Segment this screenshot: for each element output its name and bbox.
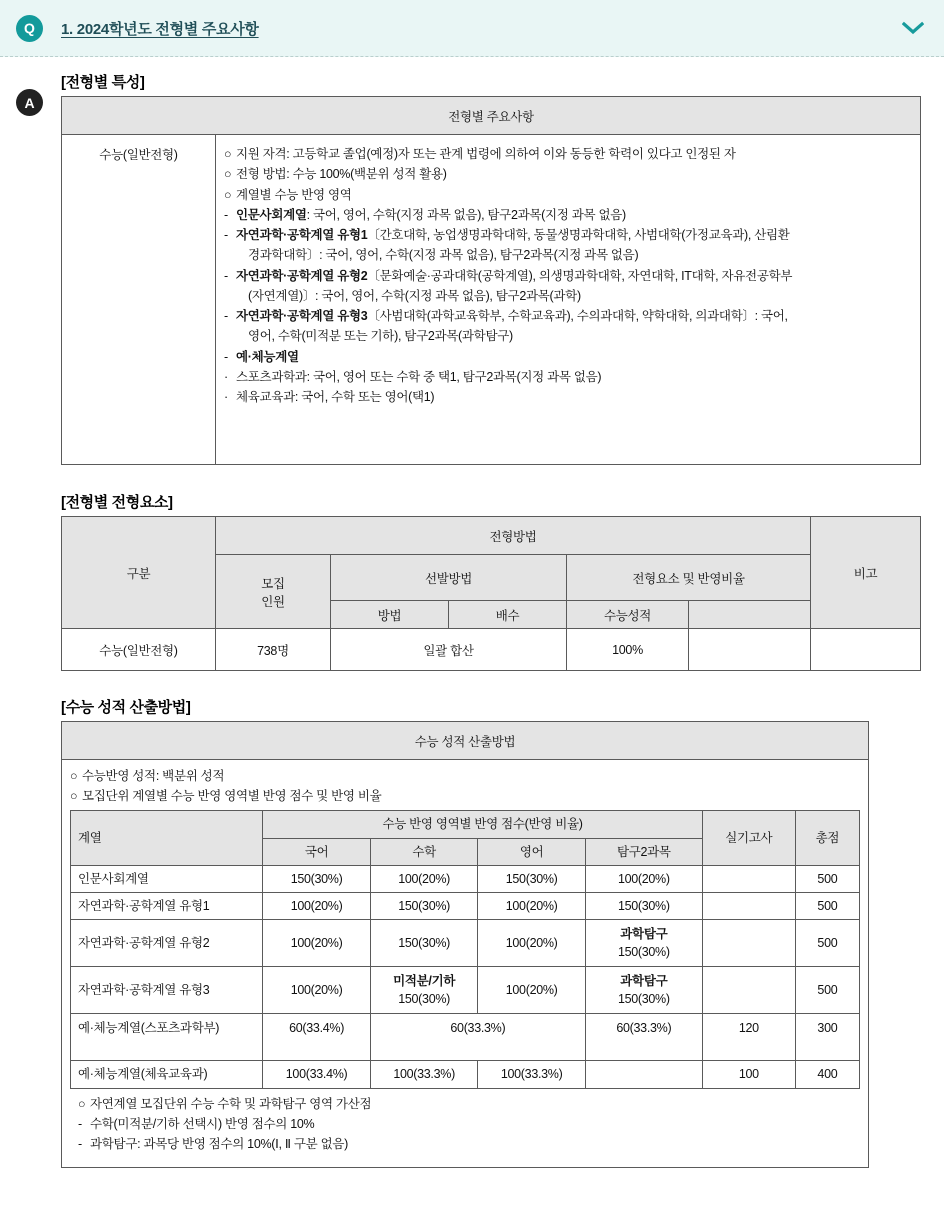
grid-th-english: 영어 xyxy=(478,838,586,865)
line-text: 전형 방법: 수능 100%(백분위 성적 활용) xyxy=(236,167,447,182)
score-note-bottom xyxy=(78,1114,852,1134)
cell-math: 100(20%) xyxy=(370,865,478,892)
cell-korean: 150(30%) xyxy=(263,865,371,892)
cell-math xyxy=(370,967,478,1014)
line-marker: · xyxy=(224,369,228,384)
grid-th-math: 수학 xyxy=(370,838,478,865)
characteristic-line xyxy=(224,164,912,184)
line-marker: ○ xyxy=(224,187,232,202)
answer-badge-column xyxy=(16,71,43,1168)
cell-korean: 100(20%) xyxy=(263,893,371,920)
question-title[interactable]: 1. 2024학년도 전형별 주요사항 xyxy=(61,20,259,38)
td-ratio: 100% xyxy=(567,629,689,671)
question-header-bar[interactable] xyxy=(0,0,944,57)
cell-korean: 60(33.4%) xyxy=(263,1014,371,1061)
td-quota: 738명 xyxy=(216,629,331,671)
cell-korean: 100(33.4%) xyxy=(263,1061,371,1088)
cell-series: 자연과학·공학계열 유형1 xyxy=(71,893,263,920)
characteristic-line xyxy=(224,326,912,346)
grid-th-practical: 실기고사 xyxy=(702,810,795,865)
th-quota: 모집 인원 xyxy=(216,555,331,629)
characteristic-line xyxy=(224,306,912,326)
line-bold-label: 자연과학·공학계열 유형1 xyxy=(236,228,368,242)
line-marker: · xyxy=(224,390,228,404)
th-factor-group: 전형요소 및 반영비율 xyxy=(567,555,811,601)
cell-series: 자연과학·공학계열 유형2 xyxy=(71,920,263,967)
note-text: 자연계열 모집단위 수능 수학 및 과학탐구 영역 가산점 xyxy=(90,1096,372,1111)
cell-english: 100(20%) xyxy=(478,920,586,967)
answer-body xyxy=(0,57,944,1168)
table3-header-cell: 수능 성적 산출방법 xyxy=(62,722,869,760)
cell-series: 예·체능계열(체육교육과) xyxy=(71,1061,263,1088)
line-bold-label: 자연과학·공학계열 유형3 xyxy=(236,309,368,323)
section-heading-characteristics: [전형별 특성] xyxy=(61,74,145,91)
score-note-top xyxy=(70,786,860,806)
note-text: 모집단위 계열별 수능 반영 영역별 반영 점수 및 반영 비율 xyxy=(82,789,382,804)
table-row xyxy=(71,967,860,1014)
cell-inquiry: 60(33.3%) xyxy=(585,1014,702,1061)
cell-series: 예·체능계열(스포츠과학부) xyxy=(71,1014,263,1061)
cell-series: 인문사회계열 xyxy=(71,865,263,892)
cell-korean: 100(20%) xyxy=(263,967,371,1014)
line-text: : 국어, 영어, 수학(지정 과목 없음), 탐구2과목(지정 과목 없음) xyxy=(306,207,626,222)
table-score-calculation xyxy=(61,721,869,1168)
table-row xyxy=(71,1061,860,1088)
grid-th-series: 계열 xyxy=(71,810,263,865)
table-row xyxy=(71,1014,860,1061)
score-note-top xyxy=(70,766,860,786)
score-grid xyxy=(70,810,860,1089)
table-admission-characteristics xyxy=(61,96,921,465)
note-marker: ○ xyxy=(70,769,78,783)
note-text: 과학탐구: 과목당 반영 점수의 10%(Ⅰ, Ⅱ 구분 없음) xyxy=(90,1137,349,1151)
chevron-down-icon[interactable] xyxy=(902,21,924,35)
table-row xyxy=(71,865,860,892)
note-marker: - xyxy=(78,1137,82,1151)
characteristic-line xyxy=(224,347,912,367)
cell-math: 100(33.3%) xyxy=(370,1061,478,1088)
note-marker: ○ xyxy=(70,789,78,804)
cell-series: 자연과학·공학계열 유형3 xyxy=(71,967,263,1014)
characteristic-line xyxy=(224,144,912,164)
cell-bold-label: 과학탐구 xyxy=(620,974,668,989)
grid-th-total: 총점 xyxy=(795,810,859,865)
cell-korean: 100(20%) xyxy=(263,920,371,967)
line-bold-label: 자연과학·공학계열 유형2 xyxy=(236,268,368,283)
characteristic-line xyxy=(224,185,912,205)
line-marker: - xyxy=(224,309,228,323)
score-note-bottom xyxy=(78,1094,852,1114)
cell-inquiry xyxy=(585,920,702,967)
cell-practical xyxy=(702,967,795,1014)
line-marker: - xyxy=(224,207,228,222)
cell-value: 150(30%) xyxy=(398,992,451,1007)
th-remark: 비고 xyxy=(811,517,921,629)
characteristic-line xyxy=(224,266,912,286)
th-gubun: 구분 xyxy=(62,517,216,629)
note-text: 수학(미적분/기하 선택시) 반영 점수의 10% xyxy=(90,1116,315,1131)
cell-bold-label: 미적분/기하 xyxy=(393,974,456,989)
table-row xyxy=(71,893,860,920)
cell-math: 150(30%) xyxy=(370,893,478,920)
cell-english: 100(33.3%) xyxy=(478,1061,586,1088)
cell-bold-label: 과학탐구 xyxy=(620,927,668,942)
score-note-bottom xyxy=(78,1134,852,1154)
td-gubun: 수능(일반전형) xyxy=(62,629,216,671)
characteristic-line xyxy=(224,245,912,265)
table3-top-notes xyxy=(62,760,869,1168)
cell-math-english-merged: 60(33.3%) xyxy=(370,1014,585,1061)
line-text: 〔간호대학, 농업생명과학대학, 동물생명과학대학, 사범대학(가정교육과), 산림환 xyxy=(367,228,790,242)
cell-practical xyxy=(702,920,795,967)
cell-practical: 120 xyxy=(702,1014,795,1061)
line-text: 영어, 수학(미적분 또는 기하), 탐구2과목(과학탐구) xyxy=(248,329,513,344)
cell-total: 400 xyxy=(795,1061,859,1088)
characteristic-line xyxy=(224,367,912,387)
th-select-group: 선발방법 xyxy=(331,555,567,601)
cell-total: 500 xyxy=(795,893,859,920)
answer-badge: A xyxy=(16,89,43,116)
line-text: 〔사범대학(과학교육학부, 수학교육과), 수의과대학, 약학대학, 의과대학〕: 국어, xyxy=(367,309,788,323)
characteristic-line xyxy=(224,387,912,407)
note-text: 수능반영 성적: 백분위 성적 xyxy=(82,769,225,783)
cell-math: 150(30%) xyxy=(370,920,478,967)
cell-practical xyxy=(702,865,795,892)
line-bold-label: 인문사회계열 xyxy=(236,207,307,222)
grid-th-area-group: 수능 반영 영역별 반영 점수(반영 비율) xyxy=(263,810,702,838)
line-text: 계열별 수능 반영 영역 xyxy=(236,187,352,202)
cell-practical xyxy=(702,893,795,920)
table1-row-label: 수능(일반전형) xyxy=(62,135,216,465)
cell-inquiry xyxy=(585,1061,702,1088)
line-text: 〔문화예술·공과대학(공학계열), 의생명과학대학, 자연대학, IT대학, 자유전공학부 xyxy=(367,268,793,283)
th-suneung-score: 수능성적 xyxy=(567,601,689,629)
td-method: 일괄 합산 xyxy=(331,629,567,671)
line-marker: ○ xyxy=(224,167,232,182)
cell-value: 150(30%) xyxy=(617,945,670,960)
td-blank xyxy=(689,629,811,671)
line-text: 체육교육과: 국어, 수학 또는 영어(택1) xyxy=(236,390,435,404)
cell-english: 100(20%) xyxy=(478,967,586,1014)
line-bold-label: 예·체능계열 xyxy=(236,349,299,364)
question-badge: Q xyxy=(16,15,43,42)
th-select-how: 방법 xyxy=(331,601,449,629)
table-row xyxy=(62,629,921,671)
cell-english: 100(20%) xyxy=(478,893,586,920)
section-heading-score-calc: [수능 성적 산출방법] xyxy=(61,699,191,716)
line-text: 스포츠과학과: 국어, 영어 또는 수학 중 택1, 탐구2과목(지정 과목 없음) xyxy=(236,369,602,384)
cell-inquiry: 150(30%) xyxy=(585,893,702,920)
table1-header-cell: 전형별 주요사항 xyxy=(62,97,921,135)
cell-total: 500 xyxy=(795,865,859,892)
grid-th-inquiry: 탐구2과목 xyxy=(585,838,702,865)
cell-practical: 100 xyxy=(702,1061,795,1088)
line-text: 경과학대학〕: 국어, 영어, 수학(지정 과목 없음), 탐구2과목(지정 과목 없음) xyxy=(248,248,639,263)
cell-value: 150(30%) xyxy=(617,992,670,1007)
line-text: (자연계열)〕: 국어, 영어, 수학(지정 과목 없음), 탐구2과목(과학) xyxy=(248,288,581,303)
characteristic-line xyxy=(224,225,912,245)
th-blank xyxy=(689,601,811,629)
cell-inquiry xyxy=(585,967,702,1014)
note-marker: ○ xyxy=(78,1096,86,1111)
characteristic-line xyxy=(224,205,912,225)
line-marker: - xyxy=(224,228,228,242)
cell-english: 150(30%) xyxy=(478,865,586,892)
line-marker: - xyxy=(224,268,228,283)
note-marker: - xyxy=(78,1116,82,1131)
line-text: 지원 자격: 고등학교 졸업(예정)자 또는 관계 법령에 의하여 이와 동등한 학력이 있다고 인정된 자 xyxy=(236,147,736,161)
answer-content xyxy=(43,71,924,1168)
table-row xyxy=(71,920,860,967)
line-marker: ○ xyxy=(224,147,232,161)
td-remark xyxy=(811,629,921,671)
table-admission-elements xyxy=(61,516,921,671)
cell-total: 500 xyxy=(795,967,859,1014)
line-marker: - xyxy=(224,349,228,364)
cell-total: 300 xyxy=(795,1014,859,1061)
cell-inquiry: 100(20%) xyxy=(585,865,702,892)
table1-detail-cell xyxy=(216,135,921,465)
section-heading-elements: [전형별 전형요소] xyxy=(61,494,173,511)
grid-th-korean: 국어 xyxy=(263,838,371,865)
cell-total: 500 xyxy=(795,920,859,967)
th-select-mult: 배수 xyxy=(449,601,567,629)
characteristic-line xyxy=(224,286,912,306)
th-method-group: 전형방법 xyxy=(216,517,811,555)
